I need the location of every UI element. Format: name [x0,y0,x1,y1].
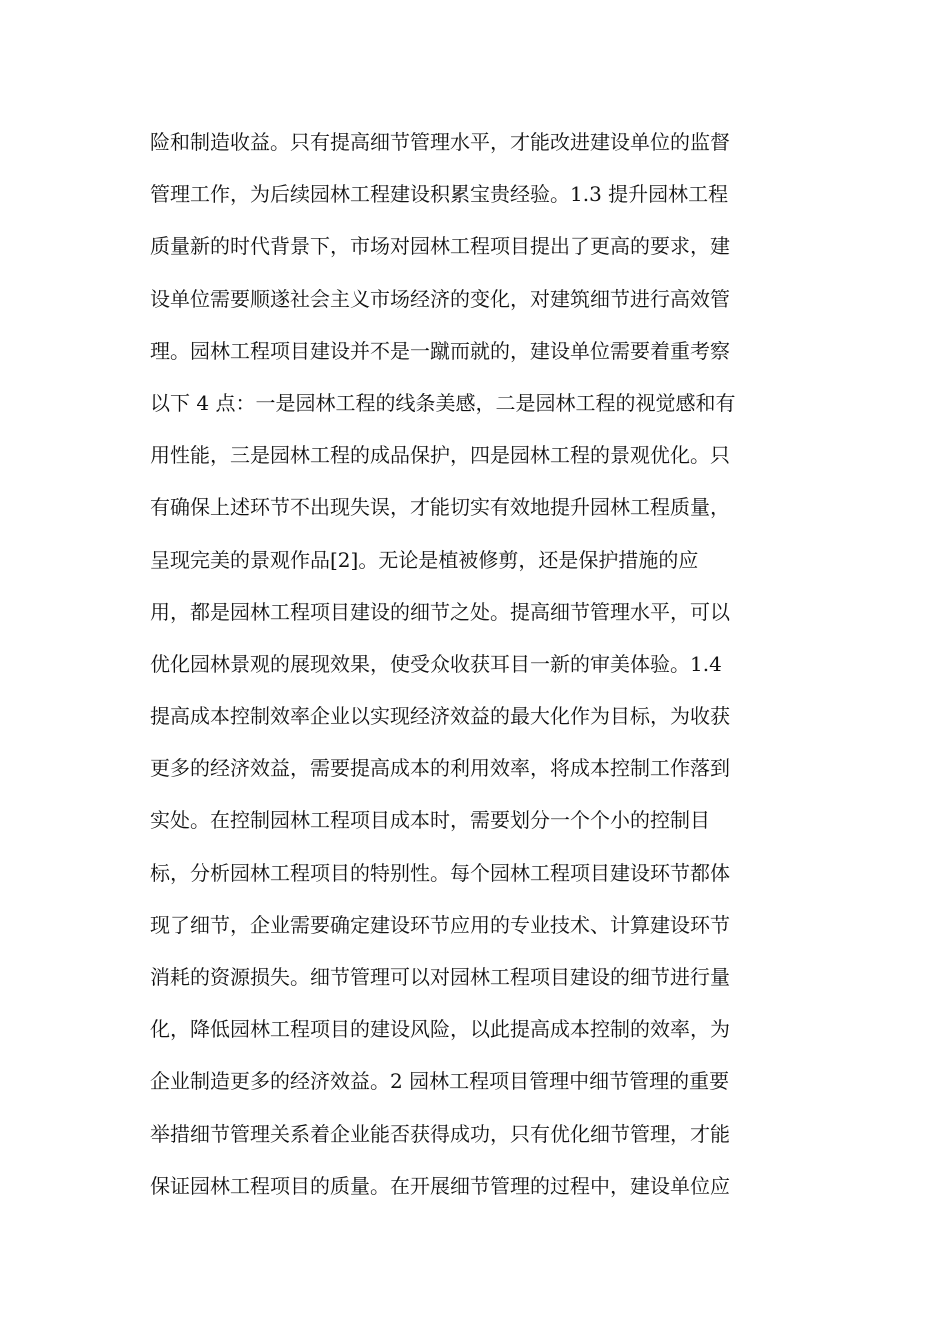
text-line: 以下 4 点：一是园林工程的线条美感，二是园林工程的视觉感和有 [150,390,736,415]
text-line: 化，降低园林工程项目的建设风险，以此提高成本控制的效率，为 [150,1017,730,1042]
text-line: 理。园林工程项目建设并不是一蹴而就的，建设单位需要着重考察 [150,338,730,363]
body-text [150,116,810,1212]
text-line: 用，都是园林工程项目建设的细节之处。提高细节管理水平，可以 [150,599,730,624]
text-line: 用性能，三是园林工程的成品保护，四是园林工程的景观优化。只 [150,443,730,468]
text-line: 标，分析园林工程项目的特别性。每个园林工程项目建设环节都体 [150,860,730,885]
text-line: 企业制造更多的经济效益。2 园林工程项目管理中细节管理的重要 [150,1069,730,1094]
text-line: 消耗的资源损失。细节管理可以对园林工程项目建设的细节进行量 [150,965,730,989]
text-line: 质量新的时代背景下，市场对园林工程项目提出了更高的要求，建 [150,234,730,259]
text-line: 设单位需要顺遂社会主义市场经济的变化，对建筑细节进行高效管 [150,286,730,311]
text-line: 管理工作，为后续园林工程建设积累宝贵经验。1.3 提升园林工程 [150,182,729,207]
text-line: 更多的经济效益，需要提高成本的利用效率，将成本控制工作落到 [150,756,730,781]
text-line: 现了细节，企业需要确定建设环节应用的专业技术、计算建设环节 [150,912,730,937]
text-line: 提高成本控制效率企业以实现经济效益的最大化作为目标，为收获 [150,704,730,729]
text-line: 举措细节管理关系着企业能否获得成功，只有优化细节管理，才能 [150,1121,730,1146]
text-line: 优化园林景观的展现效果，使受众收获耳目一新的审美体验。1.4 [150,651,722,676]
text-line: 有确保上述环节不出现失误，才能切实有效地提升园林工程质量， [150,495,730,520]
text-line: 呈现完美的景观作品[2]。无论是植被修剪，还是保护措施的应 [150,547,699,572]
text-line: 险和制造收益。只有提高细节管理水平，才能改进建设单位的监督 [150,130,730,154]
text-line: 保证园林工程项目的质量。在开展细节管理的过程中，建设单位应 [150,1173,730,1198]
text-line: 实处。在控制园林工程项目成本时，需要划分一个个小的控制目 [150,808,710,833]
